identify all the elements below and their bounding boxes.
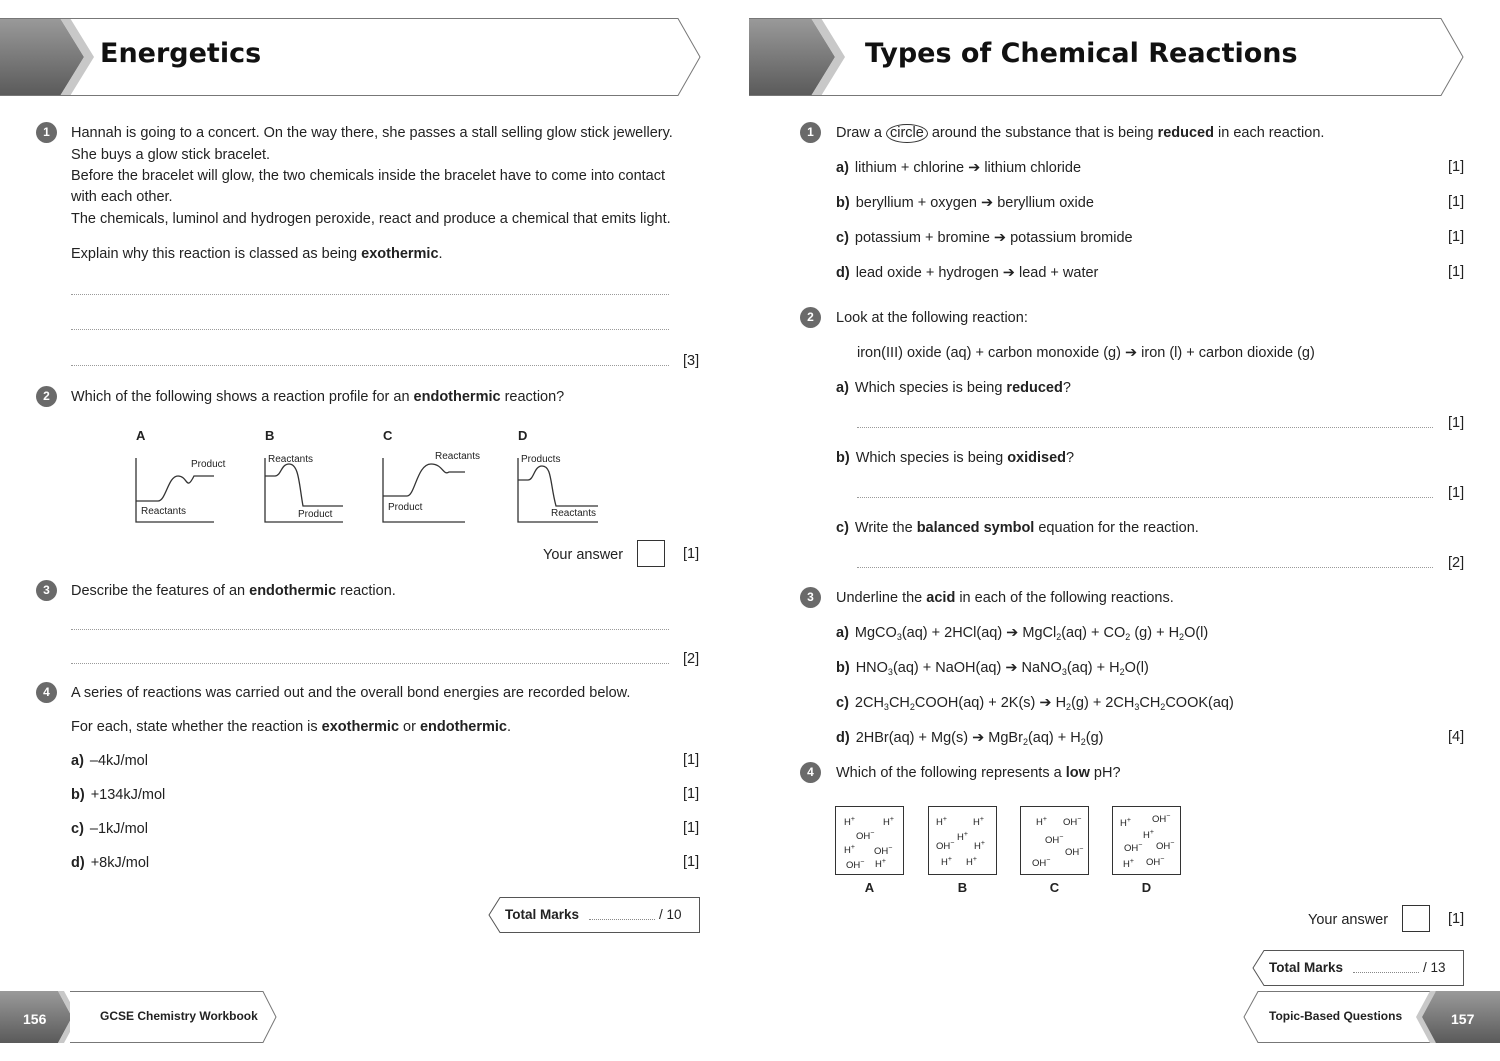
- footer-title: GCSE Chemistry Workbook: [100, 1009, 258, 1023]
- ion-oh: OH−: [1146, 856, 1165, 869]
- equation-b[interactable]: $HNO_3(aq)$ + NaOH(aq) ➔ NaNO$_3$(aq) + $H_2O(l)$: [855, 660, 1149, 677]
- ion-h: H+: [1143, 829, 1154, 842]
- page-title: Types of Chemical Reactions: [865, 38, 1298, 69]
- ion-h: H+: [1123, 858, 1134, 871]
- sub-question[interactable]: [836, 729, 1104, 747]
- marks-indicator: [4]: [1448, 729, 1465, 745]
- marks-indicator: [1]: [1448, 911, 1465, 927]
- prompt-text: Which of the following represents a: [836, 765, 1066, 781]
- marks-indicator: [1]: [1448, 229, 1465, 245]
- question-number: 3: [800, 587, 821, 608]
- profile-label-top: Reactants: [268, 454, 314, 465]
- sub-label: d): [836, 265, 850, 281]
- sub-text[interactable]: beryllium + oxygen ➔ beryllium oxide: [855, 195, 1094, 211]
- marks-indicator: [3]: [683, 353, 700, 369]
- reaction-profile-c: [381, 454, 469, 526]
- profile-label-bottom: Product: [388, 502, 423, 513]
- question-prompt: [836, 124, 1324, 143]
- sub-question[interactable]: [836, 194, 1094, 212]
- question-number: 2: [36, 386, 57, 407]
- sub-label: c): [836, 695, 849, 711]
- question-prompt: Look at the following reaction:: [836, 310, 1028, 326]
- left-title-banner: [0, 18, 702, 96]
- sub-text: Which species is being: [855, 450, 1008, 466]
- prompt-text: Describe the features of an: [71, 583, 250, 599]
- sub-label: c): [836, 230, 849, 246]
- prompt-end: in each of the following reactions.: [955, 590, 1174, 606]
- prompt-text: Which of the following shows a reaction profile for an: [71, 389, 414, 405]
- sub-question: [836, 379, 1071, 397]
- total-marks-box: [1252, 950, 1465, 986]
- marks-indicator: [1]: [683, 752, 700, 768]
- question-number: 3: [36, 580, 57, 601]
- sub-label: b): [836, 195, 850, 211]
- prompt-bold: exothermic: [321, 719, 400, 735]
- sub-question[interactable]: [836, 694, 1234, 712]
- prompt-bold: reduced: [1157, 125, 1214, 141]
- ion-h: H+: [973, 816, 984, 829]
- sub-label: b): [836, 450, 850, 466]
- ion-oh: OH−: [874, 845, 893, 858]
- sub-text: Which species is being: [854, 380, 1007, 396]
- profile-label-bottom: Reactants: [551, 508, 597, 519]
- ion-oh: OH−: [856, 830, 875, 843]
- sub-text[interactable]: lithium + chlorine ➔ lithium chloride: [854, 160, 1082, 176]
- sub-question: [71, 820, 148, 838]
- ion-h: H+: [957, 831, 968, 844]
- sub-bold: oxidised: [1007, 450, 1067, 466]
- ion-diagram-d: [1112, 806, 1181, 875]
- right-title-banner: [749, 18, 1466, 96]
- total-marks-label: Total Marks: [505, 907, 580, 922]
- question-prompt: [71, 718, 511, 736]
- question-prompt: [836, 589, 1174, 607]
- question-number: 4: [36, 682, 57, 703]
- total-marks-label: Total Marks: [1269, 960, 1344, 975]
- option-letter: D: [518, 428, 528, 443]
- sub-question[interactable]: [836, 264, 1098, 282]
- page-title: Energetics: [100, 38, 262, 69]
- question-number: 2: [800, 307, 821, 328]
- sub-label: c): [836, 520, 849, 536]
- sub-label: c): [71, 821, 84, 837]
- prompt-text: or: [399, 719, 420, 735]
- sub-label: b): [836, 660, 850, 676]
- sub-text[interactable]: lead oxide + hydrogen ➔ lead + water: [855, 265, 1099, 281]
- sub-question: [836, 519, 1199, 537]
- total-marks-max: / 10: [659, 907, 682, 922]
- question-number: 1: [800, 122, 821, 143]
- ion-h: H+: [1120, 817, 1131, 830]
- ion-diagram-c: [1020, 806, 1089, 875]
- equation-a[interactable]: MgCO$_3$(aq) + 2HCl(aq) ➔ MgCl$_2$(aq) + $CO_2$ $(g) + H_2O(l)$: [854, 625, 1209, 642]
- ion-oh: OH−: [1032, 857, 1051, 870]
- prompt-end: in each reaction.: [1213, 125, 1325, 141]
- question-text-line: Before the bracelet will glow, the two chemicals inside the bracelet have to come into contact: [71, 168, 666, 184]
- sub-label: a): [71, 753, 84, 769]
- sub-question: [836, 449, 1074, 467]
- total-marks-max: / 13: [1423, 960, 1446, 975]
- sub-question: [71, 786, 165, 804]
- question-prompt: [71, 582, 396, 600]
- prompt-text: Underline the: [836, 590, 927, 606]
- profile-label-top: Reactants: [435, 451, 481, 462]
- prompt-end: .: [507, 719, 512, 735]
- marks-indicator: [1]: [683, 820, 700, 836]
- prompt-end: reaction.: [336, 583, 396, 599]
- ion-h: H+: [941, 856, 952, 869]
- answer-line[interactable]: [71, 629, 669, 630]
- question-prompt: [836, 764, 1121, 782]
- page-number: 157: [1451, 1011, 1475, 1027]
- question-text-line: A series of reactions was carried out and the overall bond energies are recorded below.: [71, 685, 631, 701]
- marks-indicator: [1]: [683, 786, 700, 802]
- ion-oh: OH−: [1065, 846, 1084, 859]
- prompt-end: .: [438, 246, 443, 262]
- option-letter: B: [265, 428, 275, 443]
- ion-oh: OH−: [1063, 816, 1082, 829]
- option-letter: A: [864, 880, 875, 895]
- option-letter: A: [136, 428, 146, 443]
- question-number: 1: [36, 122, 57, 143]
- sub-text: +134kJ/mol: [90, 787, 166, 803]
- sub-label: d): [71, 855, 85, 871]
- prompt-bold: acid: [926, 590, 956, 606]
- prompt-text: Draw a: [836, 125, 886, 141]
- marks-indicator: [1]: [1448, 415, 1465, 431]
- total-marks-box: [488, 897, 701, 933]
- sub-text[interactable]: potassium + bromine ➔ potassium bromide: [854, 230, 1133, 246]
- ion-h: H+: [1036, 816, 1047, 829]
- footer-title: Topic-Based Questions: [1269, 1009, 1403, 1023]
- answer-line[interactable]: [857, 497, 1433, 498]
- answer-box[interactable]: [1402, 905, 1430, 932]
- total-marks-field[interactable]: [589, 919, 655, 920]
- question-text-line: The chemicals, luminol and hydrogen peroxide, react and produce a chemical that emits light.: [71, 211, 671, 227]
- prompt-bold: low: [1065, 765, 1090, 781]
- prompt-bold: endothermic: [413, 389, 501, 405]
- answer-line[interactable]: [71, 294, 669, 295]
- ion-oh: OH−: [1152, 813, 1171, 826]
- equation-d[interactable]: 2HBr(aq) + Mg(s) ➔ MgBr$_2$(aq) + $H_2(g)$: [855, 730, 1104, 747]
- sub-text: +8kJ/mol: [90, 855, 150, 871]
- ion-h: H+: [844, 816, 855, 829]
- sub-question[interactable]: [836, 624, 1208, 642]
- prompt-text: For each, state whether the reaction is: [71, 719, 322, 735]
- profile-label-bottom: Reactants: [141, 506, 187, 517]
- answer-line[interactable]: [71, 365, 669, 366]
- ion-h: H+: [844, 844, 855, 857]
- answer-line[interactable]: [71, 329, 669, 330]
- answer-line[interactable]: [857, 427, 1433, 428]
- option-letter: C: [1049, 880, 1060, 895]
- ion-oh: OH−: [1124, 842, 1143, 855]
- ion-h: H+: [966, 856, 977, 869]
- your-answer-label: Your answer: [1308, 912, 1389, 928]
- option-letter: C: [383, 428, 393, 443]
- option-letter: B: [957, 880, 968, 895]
- question-prompt: [71, 388, 564, 406]
- sub-label: a): [836, 380, 849, 396]
- sub-bold: reduced: [1006, 380, 1063, 396]
- sub-text: –1kJ/mol: [89, 821, 148, 837]
- sub-bold: balanced symbol: [916, 520, 1035, 536]
- prompt-bold: endothermic: [419, 719, 507, 735]
- sub-label: d): [836, 730, 850, 746]
- ion-h: H+: [974, 840, 985, 853]
- prompt-end: reaction?: [500, 389, 565, 405]
- sub-text: Write the: [854, 520, 917, 536]
- ion-h: H+: [875, 858, 886, 871]
- profile-label-top: Products: [521, 454, 561, 465]
- answer-box[interactable]: [637, 540, 665, 567]
- prompt-bold: endothermic: [249, 583, 337, 599]
- marks-indicator: [1]: [1448, 194, 1465, 210]
- marks-indicator: [1]: [683, 546, 700, 562]
- profile-label-top: Product: [191, 459, 226, 470]
- reaction-equation: iron(III) oxide (aq) + carbon monoxide (g) ➔ iron (l) + carbon dioxide (g): [857, 345, 1315, 361]
- circled-word: circle: [886, 124, 928, 143]
- sub-label: b): [71, 787, 85, 803]
- sub-end: ?: [1066, 450, 1075, 466]
- question-number: 4: [800, 762, 821, 783]
- sub-label: a): [836, 625, 849, 641]
- option-letter: D: [1141, 880, 1152, 895]
- marks-indicator: [1]: [1448, 159, 1465, 175]
- marks-indicator: [1]: [683, 854, 700, 870]
- sub-end: equation for the reaction.: [1034, 520, 1199, 536]
- total-marks-field[interactable]: [1353, 972, 1419, 973]
- sub-question[interactable]: [836, 159, 1081, 177]
- ion-diagram-a: [835, 806, 904, 875]
- prompt-text: Explain why this reaction is classed as being: [71, 246, 362, 262]
- ion-h: H+: [936, 816, 947, 829]
- prompt-end: pH?: [1089, 765, 1121, 781]
- question-prompt: [71, 245, 443, 263]
- sub-text: –4kJ/mol: [89, 753, 148, 769]
- sub-question[interactable]: [836, 229, 1133, 247]
- ion-h: H+: [883, 816, 894, 829]
- sub-end: ?: [1062, 380, 1071, 396]
- question-text-line: with each other.: [71, 189, 173, 205]
- sub-question[interactable]: [836, 659, 1149, 677]
- page-number: 156: [23, 1011, 47, 1027]
- profile-label-bottom: Product: [298, 509, 333, 520]
- ion-oh: OH−: [846, 859, 865, 872]
- equation-c[interactable]: $2CH_3CH_2COOH(aq) + 2K(s)$ ➔ $H_2(g)$ + $2CH_3CH_2COOK(aq)$: [854, 695, 1234, 712]
- your-answer-label: Your answer: [543, 547, 624, 563]
- marks-indicator: [1]: [1448, 264, 1465, 280]
- answer-line[interactable]: [857, 567, 1433, 568]
- question-text-line: Hannah is going to a concert. On the way there, she passes a stall selling glow stick jewellery.: [71, 125, 673, 141]
- ion-oh: OH−: [1045, 834, 1064, 847]
- marks-indicator: [2]: [683, 651, 700, 667]
- ion-oh: OH−: [1156, 840, 1175, 853]
- sub-question: [71, 854, 149, 872]
- ion-diagram-b: [928, 806, 997, 875]
- marks-indicator: [2]: [1448, 555, 1465, 571]
- prompt-text: around the substance that is being: [927, 125, 1158, 141]
- question-text-line: She buys a glow stick bracelet.: [71, 147, 271, 163]
- prompt-bold: exothermic: [361, 246, 439, 262]
- marks-indicator: [1]: [1448, 485, 1465, 501]
- sub-label: a): [836, 160, 849, 176]
- sub-question: [71, 752, 148, 770]
- ion-oh: OH−: [936, 840, 955, 853]
- answer-line[interactable]: [71, 663, 669, 664]
